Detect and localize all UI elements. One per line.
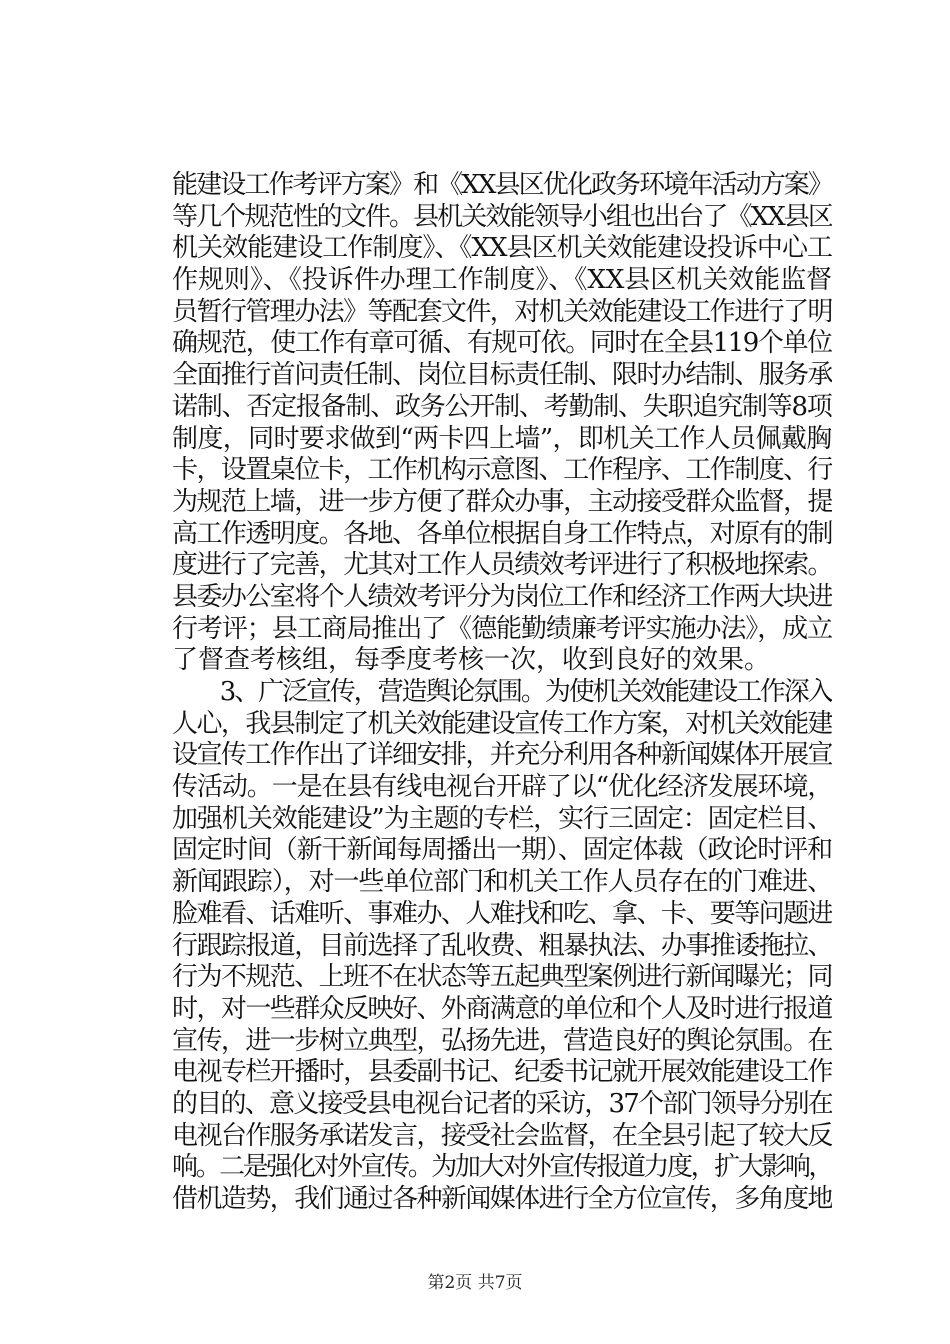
text-line: 传活动。一是在县有线电视台开辟了以“优化经济发展环境， <box>172 772 832 803</box>
text-line: 时，对一些群众反映好、外商满意的单位和个人及时进行报道 <box>172 993 832 1024</box>
text-line: 固定时间（新干新闻每周播出一期）、固定体裁（政论时评和 <box>172 835 832 866</box>
text-line: 脸难看、话难听、事难办、人难找和吃、拿、卡、要等问题进 <box>172 898 832 929</box>
text-line: 能建设工作考评方案》和《XX县区优化政务环境年活动方案》 <box>172 170 832 200</box>
text-line: 电视专栏开播时，县委副书记、纪委书记就开展效能建设工作 <box>172 1057 832 1088</box>
text-line: 为规范上墙，进一步方便了群众办事，主动接受群众监督，提 <box>172 486 832 517</box>
page-footer: 第2页 共7页 <box>427 1273 523 1293</box>
text-line: 全面推行首问责任制、岗位目标责任制、限时办结制、服务承 <box>172 360 832 391</box>
text-line: 作规则》、《投诉件办理工作制度》、《XX县区机关效能监督 <box>172 265 832 296</box>
text-line: 行考评；县工商局推出了《德能勤绩廉考评实施办法》，成立 <box>172 613 832 644</box>
text-line: 了督查考核组，每季度考核一次，收到良好的效果。 <box>172 645 771 676</box>
text-line: 制度，同时要求做到“两卡四上墙”，即机关工作人员佩戴胸 <box>172 423 832 454</box>
text-line: 电视台作服务承诺发言，接受社会监督，在全县引起了较大反 <box>172 1120 832 1151</box>
text-line: 确规范，使工作有章可循、有规可依。同时在全县119个单位 <box>172 328 832 359</box>
text-line: 诺制、否定报备制、政务公开制、考勤制、失职追究制等8项 <box>172 391 832 422</box>
text-line: 卡，设置桌位卡，工作机构示意图、工作程序、工作制度、行 <box>172 455 832 486</box>
text-line: 高工作透明度。各地、各单位根据自身工作特点，对原有的制 <box>172 518 832 549</box>
text-line: 县委办公室将个人绩效考评分为岗位工作和经济工作两大块进 <box>172 581 832 612</box>
text-line: 设宣传工作作出了详细安排，并充分利用各种新闻媒体开展宣 <box>172 740 832 771</box>
text-line: 响。二是强化对外宣传。为加大对外宣传报道力度，扩大影响， <box>172 1152 832 1183</box>
text-line: 的目的、意义接受县电视台记者的采访，37个部门领导分别在 <box>172 1088 832 1119</box>
text-line: 员暂行管理办法》等配套文件，对机关效能建设工作进行了明 <box>172 296 832 327</box>
text-line: 新闻跟踪），对一些单位部门和机关工作人员存在的门难进、 <box>172 867 832 898</box>
text-line: 3、广泛宣传，营造舆论氛围。为使机关效能建设工作深入 <box>172 677 832 707</box>
text-line: 人心，我县制定了机关效能建设宣传工作方案，对机关效能建 <box>172 708 832 739</box>
text-line: 等几个规范性的文件。县机关效能领导小组也出台了《XX县区 <box>172 201 832 232</box>
body-text <box>172 170 832 1216</box>
text-line: 行为不规范、上班不在状态等五起典型案例进行新闻曝光；同 <box>172 962 832 993</box>
text-line: 借机造势，我们通过各种新闻媒体进行全方位宣传，多角度地 <box>172 1184 832 1214</box>
text-line: 行跟踪报道，目前选择了乱收费、粗暴执法、办事推诿拖拉、 <box>172 930 832 961</box>
text-line: 加强机关效能建设”为主题的专栏，实行三固定：固定栏目、 <box>172 803 832 834</box>
text-line: 度进行了完善，尤其对工作人员绩效考评进行了积极地探索。 <box>172 550 832 581</box>
text-line: 宣传，进一步树立典型，弘扬先进，营造良好的舆论氛围。在 <box>172 1025 832 1056</box>
text-line: 机关效能建设工作制度》、《XX县区机关效能建设投诉中心工 <box>172 233 832 264</box>
